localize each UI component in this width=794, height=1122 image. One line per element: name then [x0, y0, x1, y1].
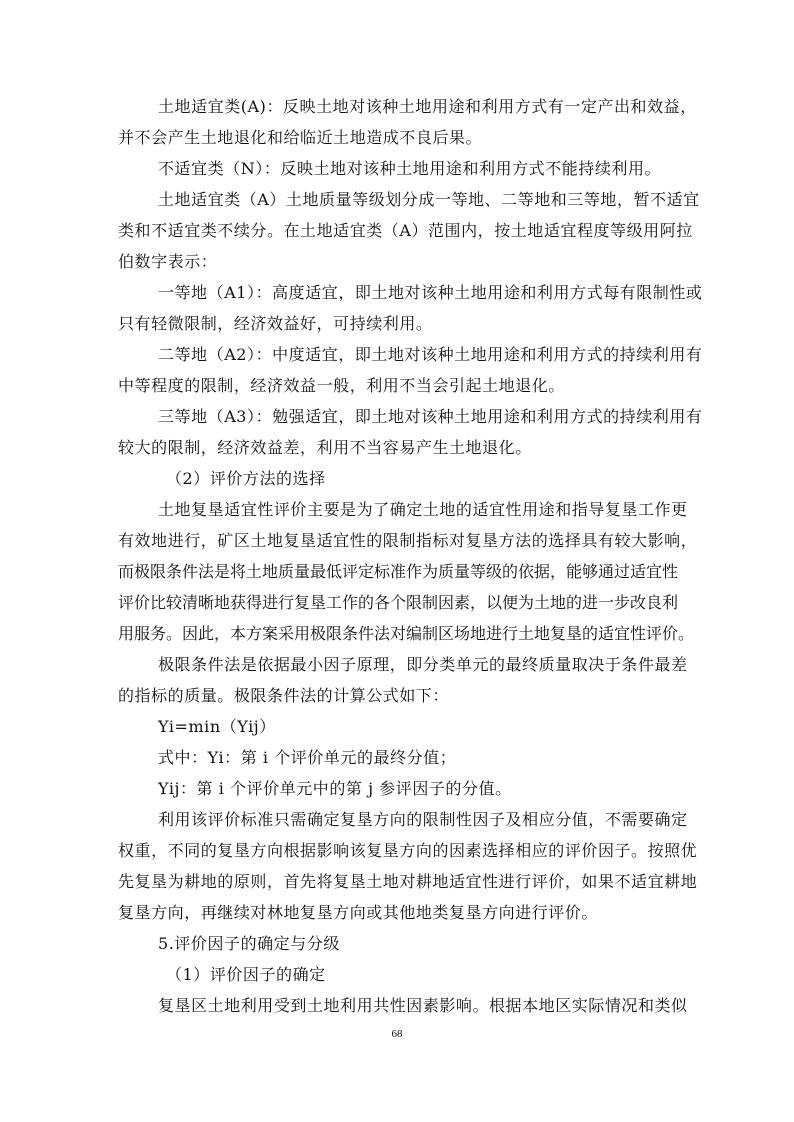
text-line: 式中：Yi：第 i 个评价单元的最终分值；	[158, 748, 457, 767]
heading-text: （2）评价方法的选择	[166, 469, 326, 488]
text-line: 二等地（A2）：中度适宜，即土地对该种土地用途和利用方式的持续利用有	[158, 345, 703, 364]
text-line: 权重，不同的复垦方向根据影响该复垦方向的因素选择相应的评价因子。按照优	[118, 841, 698, 860]
text-line: 并不会产生土地退化和给临近土地造成不良后果。	[118, 128, 483, 147]
paragraph-reclamation-area	[118, 990, 688, 1021]
text-line: 土地复垦适宜性评价主要是为了确定土地的适宜性用途和指导复垦工作更	[158, 500, 688, 519]
paragraph-grade-a1	[118, 277, 703, 339]
text-line: 有效地进行，矿区土地复垦适宜性的限制指标对复垦方法的选择具有较大影响，	[118, 531, 698, 550]
text-line: 不适宜类（N）：反映土地对该种土地用途和利用方式不能持续利用。	[158, 159, 662, 178]
formula-definition-yi	[118, 742, 684, 773]
formula	[118, 711, 684, 742]
text-line: 土地适宜类(A)：反映土地对该种土地用途和利用方式有一定产出和效益，	[158, 97, 697, 116]
text-line: 一等地（A1）：高度适宜，即土地对该种土地用途和利用方式每有限制性或	[158, 283, 703, 302]
paragraph-evaluation-standard	[118, 804, 698, 928]
text-line: 较大的限制，经济效益差，利用不当容易产生土地退化。	[118, 438, 532, 457]
paragraph-suitable-class	[118, 91, 697, 153]
text-line: 用服务。因此，本方案采用极限条件法对编制区场地进行土地复垦的适宜性评价。	[118, 624, 695, 643]
paragraph-grade-division	[118, 184, 700, 277]
text-line: 只有轻微限制，经济效益好，可持续利用。	[118, 314, 433, 333]
paragraph-limit-method	[118, 649, 688, 711]
paragraph-grade-a3	[118, 401, 703, 463]
text-line: 复垦方向，再继续对林地复垦方向或其他地类复垦方向进行评价。	[118, 903, 598, 922]
paragraph-grade-a2	[118, 339, 703, 401]
text-line: 类和不适宜类不续分。在土地适宜类（A）范围内，按土地适宜程度等级用阿拉	[118, 221, 693, 240]
text-line: 而极限条件法是将土地质量最低评定标准作为质量等级的依据，能够通过适宜性	[118, 562, 679, 581]
page-number: 68	[391, 1028, 403, 1040]
text-line: 伯数字表示：	[118, 252, 218, 271]
heading-text: （1）评价因子的确定	[166, 965, 326, 984]
text-line: 极限条件法是依据最小因子原理，即分类单元的最终质量取决于条件最差	[158, 655, 688, 674]
paragraph-unsuitable-class	[118, 153, 684, 184]
paragraph-method-purpose	[118, 494, 698, 649]
section-heading-factors	[118, 928, 684, 959]
text-line: Yij：第 i 个评价单元中的第 j 参评因子的分值。	[158, 779, 512, 798]
text-line: 利用该评价标准只需确定复垦方向的限制性因子及相应分值，不需要确定	[158, 810, 688, 829]
text-line: 中等程度的限制，经济效益一般，利用不当会引起土地退化。	[118, 376, 565, 395]
text-line: 复垦区土地利用受到土地利用共性因素影响。根据本地区实际情况和类似	[158, 996, 688, 1015]
formula-text: Yi=min（Yij）	[158, 717, 276, 736]
text-line: 土地适宜类（A）土地质量等级划分成一等地、二等地和三等地，暂不适宜	[158, 190, 700, 209]
body-text	[118, 91, 703, 1021]
text-line: 评价比较清晰地获得进行复垦工作的各个限制因素，以便为土地的进一步改良利	[118, 593, 679, 612]
heading-text: 5.评价因子的确定与分级	[158, 934, 340, 953]
text-line: 三等地（A3）：勉强适宜，即土地对该种土地用途和利用方式的持续利用有	[158, 407, 703, 426]
text-line: 先复垦为耕地的原则，首先将复垦土地对耕地适宜性进行评价，如果不适宜耕地	[118, 872, 698, 891]
subsection-heading-factor-determination	[118, 959, 684, 990]
section-heading-method	[118, 463, 684, 494]
text-line: 的指标的质量。极限条件法的计算公式如下：	[118, 686, 450, 705]
formula-definition-yij	[118, 773, 684, 804]
